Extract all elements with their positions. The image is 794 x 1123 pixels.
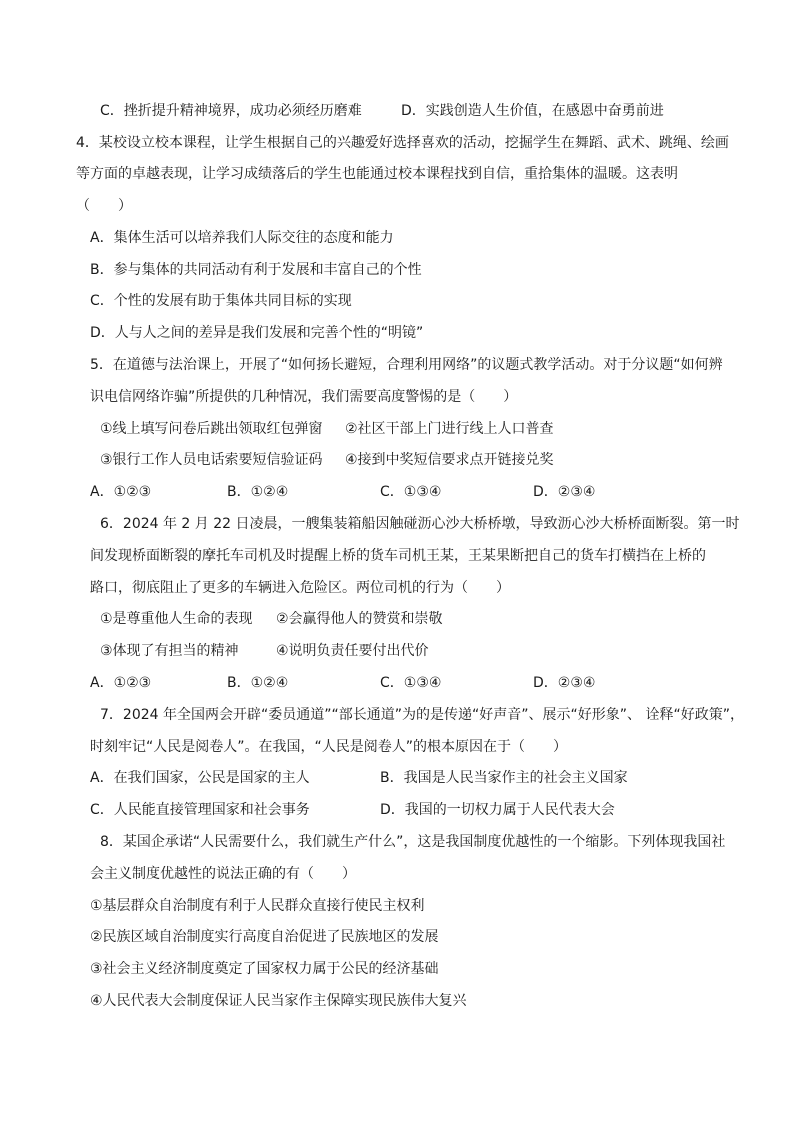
q6-item-2: ②会赢得他人的赞赏和崇敬 [276, 611, 443, 627]
q5-item-1: ①线上填写问卷后跳出领取红包弹窗 [100, 421, 323, 437]
q6-option-b: B．①②④ [227, 675, 289, 691]
q5-item-4: ④接到中奖短信要求点开链接兑奖 [345, 452, 554, 468]
q6-item-3: ③体现了有担当的精神 [100, 643, 239, 659]
q8-item-1: ①基层群众自治制度有利于人民群众直接行使民主权利 [90, 898, 425, 914]
q8-stem-line2: 会主义制度优越性的说法正确的有（ ） [90, 866, 356, 882]
q5-item-2: ②社区干部上门进行线上人口普查 [345, 421, 554, 437]
q7-option-d: D．我国的一切权力属于人民代表大会 [380, 802, 615, 818]
q5-option-b: B．①②④ [227, 484, 289, 500]
q6-option-c: C．①③④ [380, 675, 442, 691]
q4-option-d: D．人与人之间的差异是我们发展和完善个性的“明镜” [90, 325, 424, 341]
q7-stem-line2: 时刻牢记“人民是阅卷人”。在我国，“人民是阅卷人”的根本原因在于（ ） [90, 739, 568, 755]
q7-option-c: C．人民能直接管理国家和社会事务 [90, 802, 310, 818]
q6-stem-line2: 间发现桥面断裂的摩托车司机及时提醒上桥的货车司机王某，王某果断把自己的货车打横挡在上桥的 [90, 548, 706, 564]
q3-option-c: C．挫折提升精神境界，成功必须经历磨难 [100, 103, 362, 119]
q5-option-a: A．①②③ [90, 484, 152, 500]
q6-option-d: D．②③④ [533, 675, 596, 691]
q4-option-b: B．参与集体的共同活动有利于发展和丰富自己的个性 [90, 262, 422, 278]
q8-item-2: ②民族区域自治制度实行高度自治促进了民族地区的发展 [90, 929, 439, 945]
q4-stem-line2: 等方面的卓越表现，让学习成绩落后的学生也能通过校本课程找到自信，重拾集体的温暖。这表明 [76, 166, 678, 182]
q8-stem-line1: 8．某国企承诺“人民需要什么，我们就生产什么”，这是我国制度优越性的一个缩影。下列体现我国社 [100, 834, 726, 850]
q5-item-3: ③银行工作人员电话索要短信验证码 [100, 452, 323, 468]
q4-option-a: A．集体生活可以培养我们人际交往的态度和能力 [90, 230, 394, 246]
q5-stem-line1: 5．在道德与法治课上，开展了“如何扬长避短，合理利用网络”的议题式教学活动。对于分议题“如何辨 [90, 357, 723, 373]
q3-option-d: D．实践创造人生价值，在感恩中奋勇前进 [401, 103, 664, 119]
q7-option-a: A．在我们国家，公民是国家的主人 [90, 770, 310, 786]
q7-option-b: B．我国是人民当家作主的社会主义国家 [380, 770, 628, 786]
q4-option-c: C．个性的发展有助于集体共同目标的实现 [90, 293, 352, 309]
q6-stem-line1: 6．2024 年 2 月 22 日凌晨，一艘集装箱船因触碰沥心沙大桥桥墩，导致沥心沙大桥桥面断裂。第一时 [100, 516, 740, 532]
q5-option-c: C．①③④ [380, 484, 442, 500]
q6-item-4: ④说明负责任要付出代价 [276, 643, 429, 659]
q6-stem-line3: 路口，彻底阻止了更多的车辆进入危险区。两位司机的行为（ ） [90, 580, 510, 596]
q8-item-4: ④人民代表大会制度保证人民当家作主保障实现民族伟大复兴 [90, 993, 467, 1009]
q5-option-d: D．②③④ [533, 484, 596, 500]
q7-stem-line1: 7．2024 年全国两会开辟“委员通道”“部长通道”为的是传递“好声音”、展示“好形象”、 诠释“好政策”， [100, 707, 744, 723]
q4-answer-blank: （ ） [76, 198, 132, 214]
q4-stem-line1: 4．某校设立校本课程，让学生根据自己的兴趣爱好选择喜欢的活动，挖掘学生在舞蹈、武术、跳绳、绘画 [76, 135, 729, 151]
q6-item-1: ①是尊重他人生命的表现 [100, 611, 253, 627]
q8-item-3: ③社会主义经济制度奠定了国家权力属于公民的经济基础 [90, 961, 439, 977]
q5-stem-line2: 识电信网络诈骗”所提供的几种情况，我们需要高度警惕的是（ ） [90, 389, 518, 405]
q6-option-a: A．①②③ [90, 675, 152, 691]
